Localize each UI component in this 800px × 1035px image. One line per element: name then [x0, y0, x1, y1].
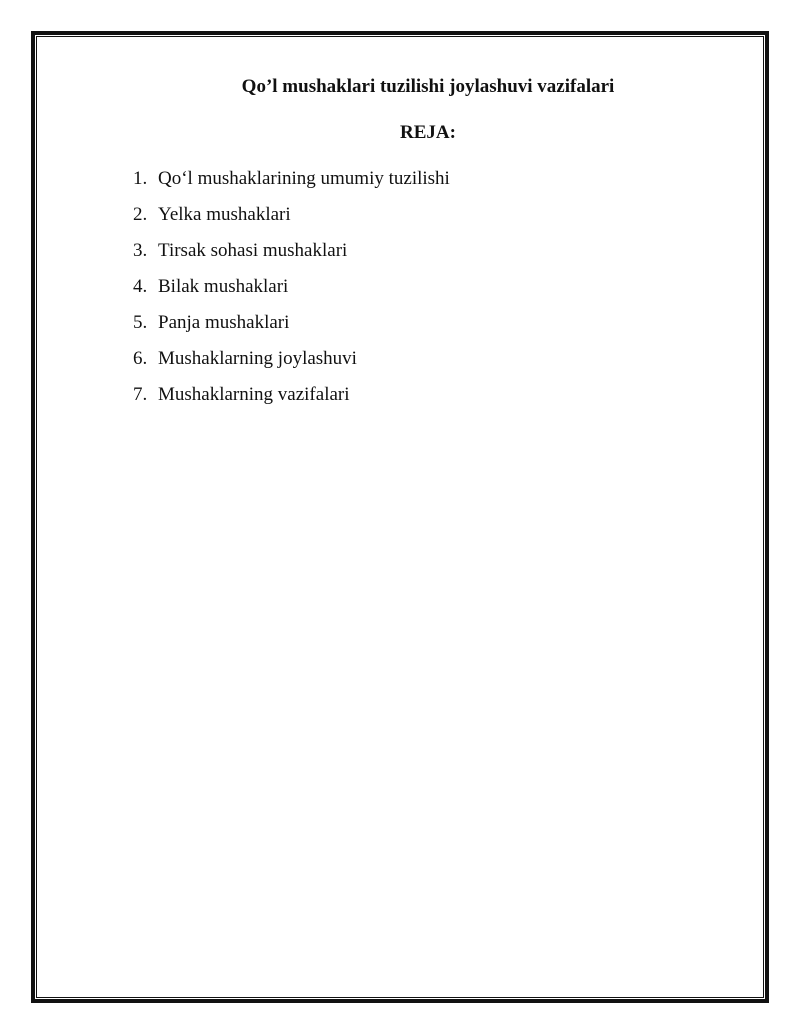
plan-item [133, 202, 450, 238]
plan-item-number: 2. [133, 204, 148, 225]
plan-item-number: 3. [133, 240, 148, 261]
plan-item [133, 166, 450, 202]
plan-item-number: 4. [133, 276, 148, 297]
plan-item [133, 274, 450, 310]
plan-list [133, 166, 450, 418]
plan-item-text: Panja mushaklari [158, 312, 290, 333]
plan-item-number: 1. [133, 168, 148, 189]
document-title: Qo’l mushaklari tuzilishi joylashuvi vazifalari [241, 76, 615, 97]
plan-heading: REJA: [400, 122, 456, 143]
plan-item-number: 6. [133, 348, 148, 369]
plan-item [133, 310, 450, 346]
plan-item-text: Tirsak sohasi mushaklari [158, 240, 348, 261]
plan-item-text: Mushaklarning joylashuvi [158, 348, 357, 369]
plan-item-number: 5. [133, 312, 148, 333]
plan-item [133, 382, 450, 418]
plan-item-text: Yelka mushaklari [158, 204, 291, 225]
plan-item [133, 238, 450, 274]
plan-item-text: Qo‘l mushaklarining umumiy tuzilishi [158, 168, 450, 189]
plan-item [133, 346, 450, 382]
plan-item-text: Mushaklarning vazifalari [158, 384, 350, 405]
plan-item-number: 7. [133, 384, 148, 405]
plan-item-text: Bilak mushaklari [158, 276, 289, 297]
